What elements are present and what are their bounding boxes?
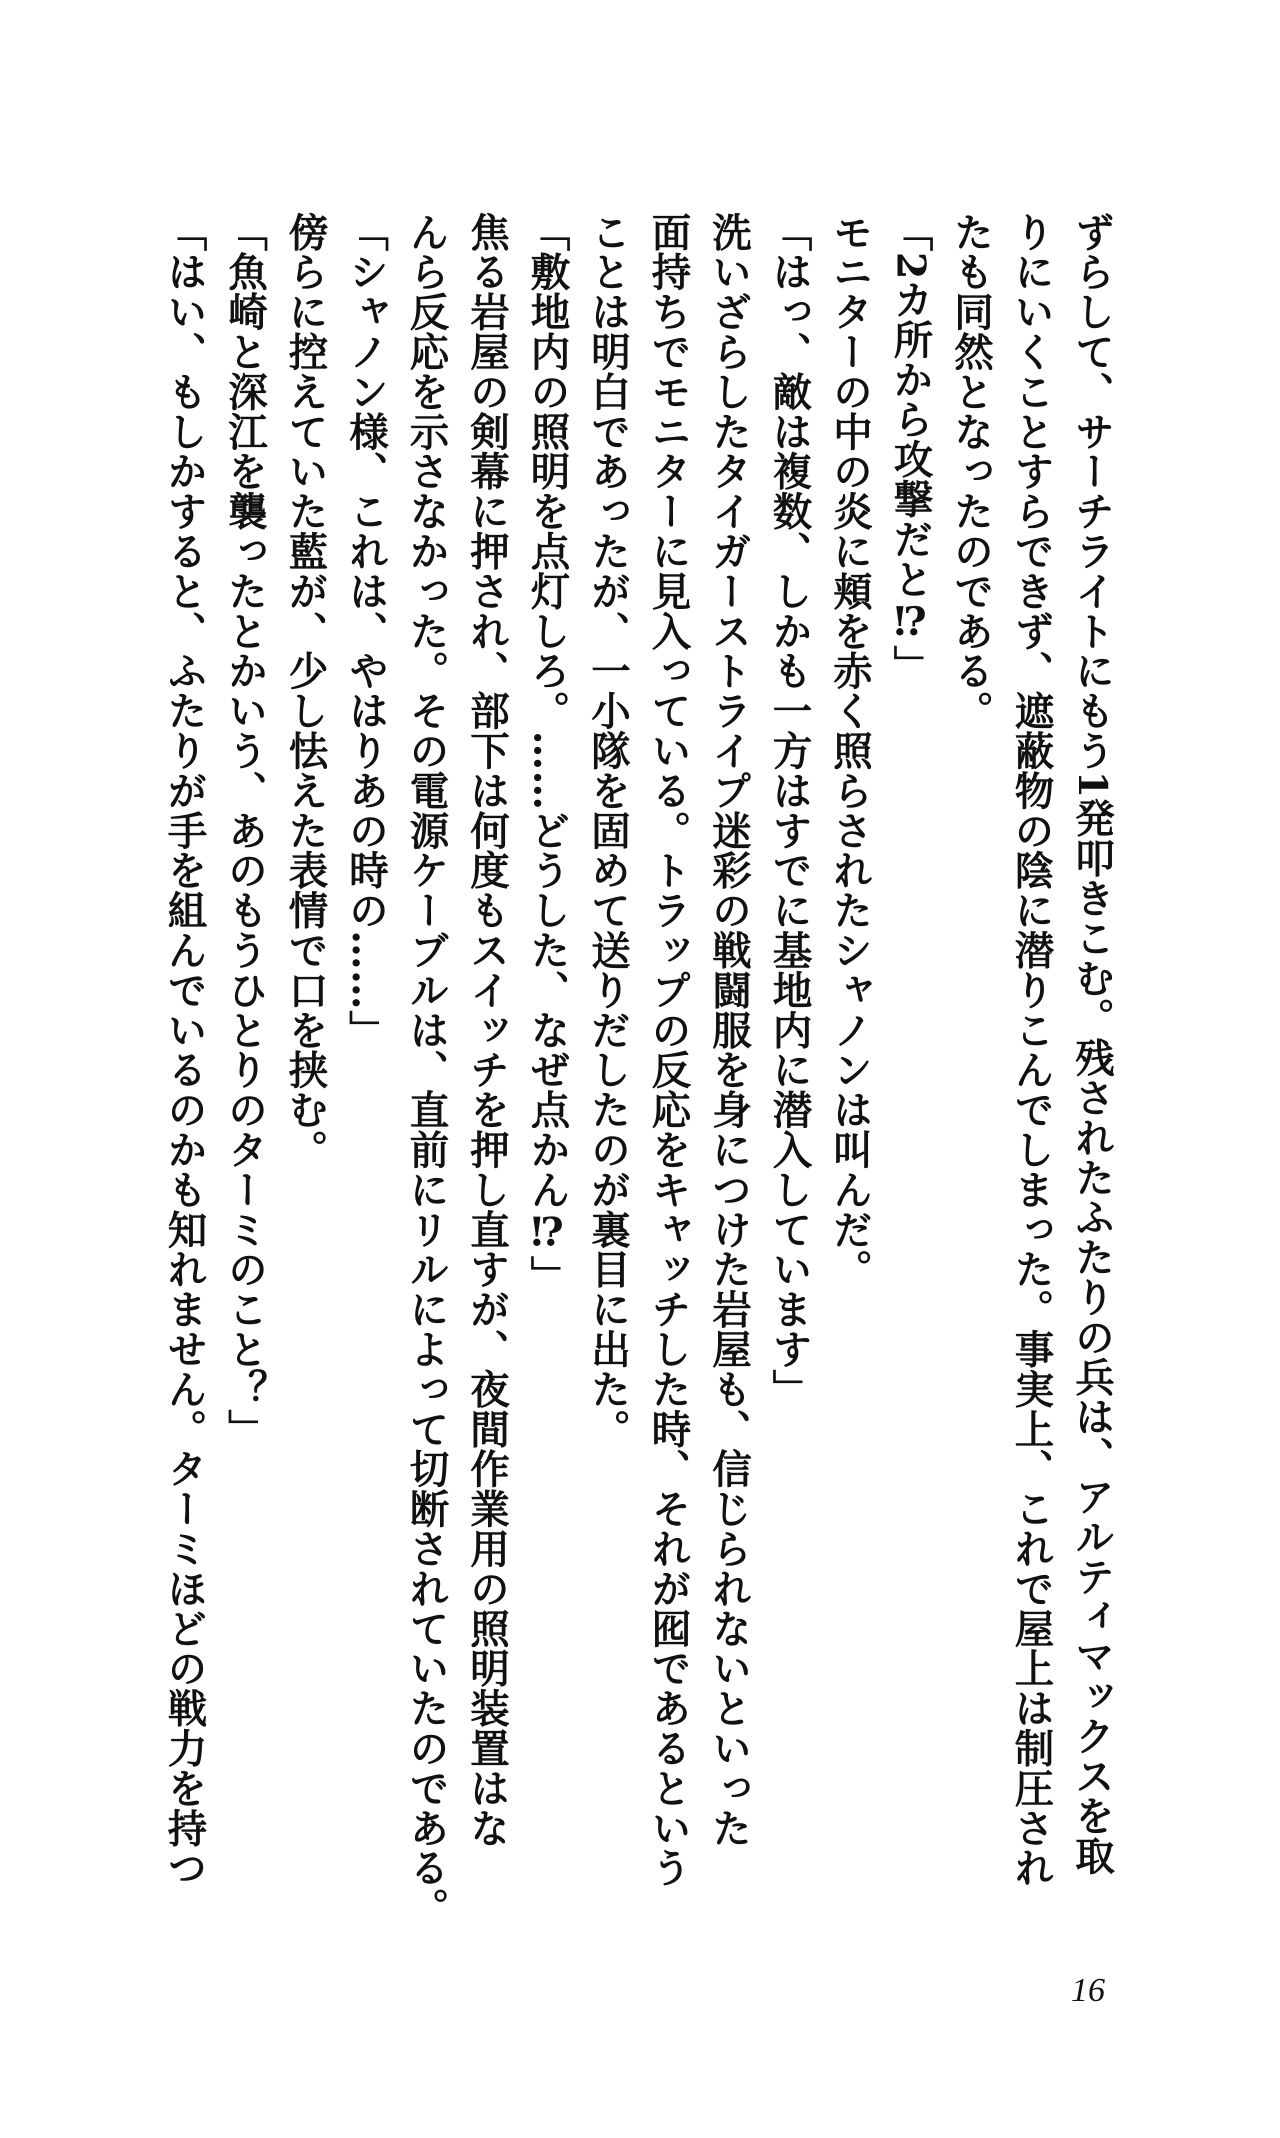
text-line: りにいくことすらできず、遮蔽物の陰に潜りこんでしまった。事実上、これで屋上は制圧され [1008,212,1055,1888]
text-line: 傍らに控えていた藍が、少し怯えた表情で口を挟む。 [282,212,329,1170]
page-number: 16 [1071,1972,1105,2009]
text-line: 「シャノン様、これは、やはりあの時の……」 [343,212,389,1050]
text-line: 「敷地内の照明を点灯しろ。……どうした、なぜ点かん⁉」 [524,212,571,1296]
text-line: たも同然となったのである。 [948,212,994,731]
text-line: 面持ちでモニターに見入っている。トラップの反応をキャッチした時、それが囮であるという [645,212,692,1888]
text-line: 「2カ所から攻撃だと⁉」 [887,212,934,686]
text-line: 「魚崎と深江を襲ったとかいう、あのもうひとりのターミのこと？」 [222,212,268,1449]
text-line: 「はっ、敵は複数、しかも一方はすでに基地内に潜入しています」 [766,212,813,1409]
text-line: 焦る岩屋の剣幕に押され、部下は何度もスイッチを押し直すが、夜間作業用の照明装置はな [464,212,510,1848]
text-line: 洗いざらしたタイガーストライプ迷彩の戦闘服を身につけた岩屋も、信じられないといった [706,212,752,1848]
text-line: ことは明白であったが、一小隊を固めて送りだしたのが裏目に出た。 [585,212,631,1449]
text-line: ずらして、サーチライトにもう1発叩きこむ。残されたふたりの兵は、アルティマックスを取 [1069,212,1115,1876]
text-line: んら反応を示さなかった。その電源ケーブルは、直前にリルによって切断されていたのである。 [403,212,450,1928]
vertical-text-block [161,212,1122,1992]
text-line: 「はい、もしかすると、ふたりが手を組んでいるのかも知れません。ターミほどの戦力を持つ [161,212,208,1888]
text-line: モニターの中の炎に頬を赤く照らされたシャノンは叫んだ。 [827,212,873,1290]
